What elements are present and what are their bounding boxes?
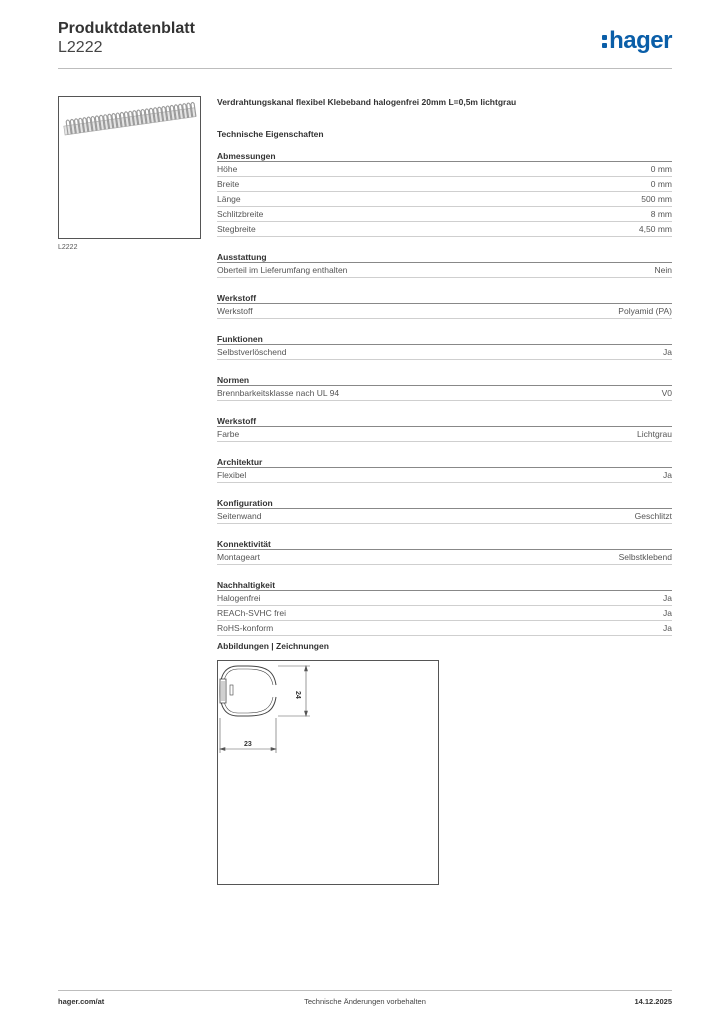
product-image: [58, 96, 201, 239]
group-title: Nachhaltigkeit: [217, 579, 672, 591]
image-caption: L2222: [58, 244, 78, 251]
property-group: [217, 456, 672, 483]
property-value: Geschlitzt: [634, 511, 672, 521]
property-value: 0 mm: [650, 164, 672, 174]
property-label: Flexibel: [217, 470, 247, 480]
group-title: Werkstoff: [217, 292, 672, 304]
property-label: Werkstoff: [217, 306, 253, 316]
property-label: Seitenwand: [217, 511, 262, 521]
property-label: Halogenfrei: [217, 593, 261, 603]
property-row: [217, 222, 672, 237]
property-row: [217, 509, 672, 524]
property-group: [217, 497, 672, 524]
footer-divider: [58, 990, 672, 991]
group-title: Architektur: [217, 456, 672, 468]
property-row: [217, 207, 672, 222]
property-group: [217, 579, 672, 636]
document-date: 14.12.2025: [634, 997, 672, 1006]
property-label: Höhe: [217, 164, 238, 174]
group-title: Normen: [217, 374, 672, 386]
website-link[interactable]: hager.com/at: [58, 997, 105, 1006]
change-notice: Technische Änderungen vorbehalten: [304, 997, 426, 1006]
property-value: Polyamid (PA): [618, 306, 672, 316]
logo-dots-icon: [602, 33, 608, 49]
property-label: Farbe: [217, 429, 240, 439]
property-value: Lichtgrau: [637, 429, 672, 439]
property-label: Montageart: [217, 552, 260, 562]
property-row: [217, 427, 672, 442]
property-group: [217, 251, 672, 278]
group-title: Werkstoff: [217, 415, 672, 427]
property-value: Nein: [654, 265, 672, 275]
property-row: [217, 621, 672, 636]
page-header: [58, 20, 672, 68]
property-value: Ja: [663, 608, 672, 618]
logo-text: hager: [609, 27, 672, 54]
cross-section-drawing-icon: [218, 661, 438, 884]
product-details: [217, 96, 672, 636]
property-label: Brennbarkeitsklasse nach UL 94: [217, 388, 340, 398]
property-value: Ja: [663, 470, 672, 480]
property-label: REACh-SVHC frei: [217, 608, 286, 618]
property-label: RoHS-konform: [217, 623, 274, 633]
cable-duct-icon: [59, 97, 200, 238]
property-group: [217, 292, 672, 319]
property-group: [217, 150, 672, 237]
property-value: Ja: [663, 593, 672, 603]
document-title: Produktdatenblatt: [58, 20, 195, 37]
property-group: [217, 538, 672, 565]
property-row: [217, 263, 672, 278]
property-row: [217, 177, 672, 192]
property-row: [217, 345, 672, 360]
property-row: [217, 606, 672, 621]
property-group: [217, 333, 672, 360]
property-row: [217, 550, 672, 565]
group-title: Abmessungen: [217, 150, 672, 162]
header-divider: [58, 68, 672, 69]
property-label: Breite: [217, 179, 240, 189]
property-label: Stegbreite: [217, 224, 256, 234]
property-value: Ja: [663, 347, 672, 357]
technical-drawing: [217, 660, 439, 885]
property-label: Oberteil im Lieferumfang enthalten: [217, 265, 348, 275]
group-title: Konnektivität: [217, 538, 672, 550]
duct-profile-outer: [220, 666, 276, 716]
properties-list: [217, 150, 672, 636]
drawings-title: Abbildungen | Zeichnungen: [217, 641, 329, 651]
group-title: Funktionen: [217, 333, 672, 345]
product-description: Verdrahtungskanal flexibel Klebeband halogenfrei 20mm L=0,5m lichtgrau: [217, 97, 517, 107]
property-value: V0: [661, 388, 672, 398]
property-label: Selbstverlöschend: [217, 347, 287, 357]
property-row: [217, 468, 672, 483]
property-value: Selbstklebend: [618, 552, 672, 562]
section-heading: Technische Eigenschaften: [217, 129, 324, 139]
property-value: 8 mm: [650, 209, 672, 219]
property-row: [217, 162, 672, 177]
property-label: Schlitzbreite: [217, 209, 264, 219]
page-footer: [58, 997, 672, 1009]
hager-logo: [602, 28, 672, 54]
property-value: 500 mm: [641, 194, 672, 204]
property-label: Länge: [217, 194, 241, 204]
property-row: [217, 192, 672, 207]
property-row: [217, 591, 672, 606]
property-value: Ja: [663, 623, 672, 633]
property-row: [217, 386, 672, 401]
property-group: [217, 415, 672, 442]
property-value: 0 mm: [650, 179, 672, 189]
dimension-height-label: 24: [294, 691, 301, 699]
group-title: Konfiguration: [217, 497, 672, 509]
dimension-width-label: 23: [244, 741, 252, 748]
property-row: [217, 304, 672, 319]
property-group: [217, 374, 672, 401]
product-code: L2222: [58, 39, 103, 56]
group-title: Ausstattung: [217, 251, 672, 263]
property-value: 4,50 mm: [638, 224, 672, 234]
